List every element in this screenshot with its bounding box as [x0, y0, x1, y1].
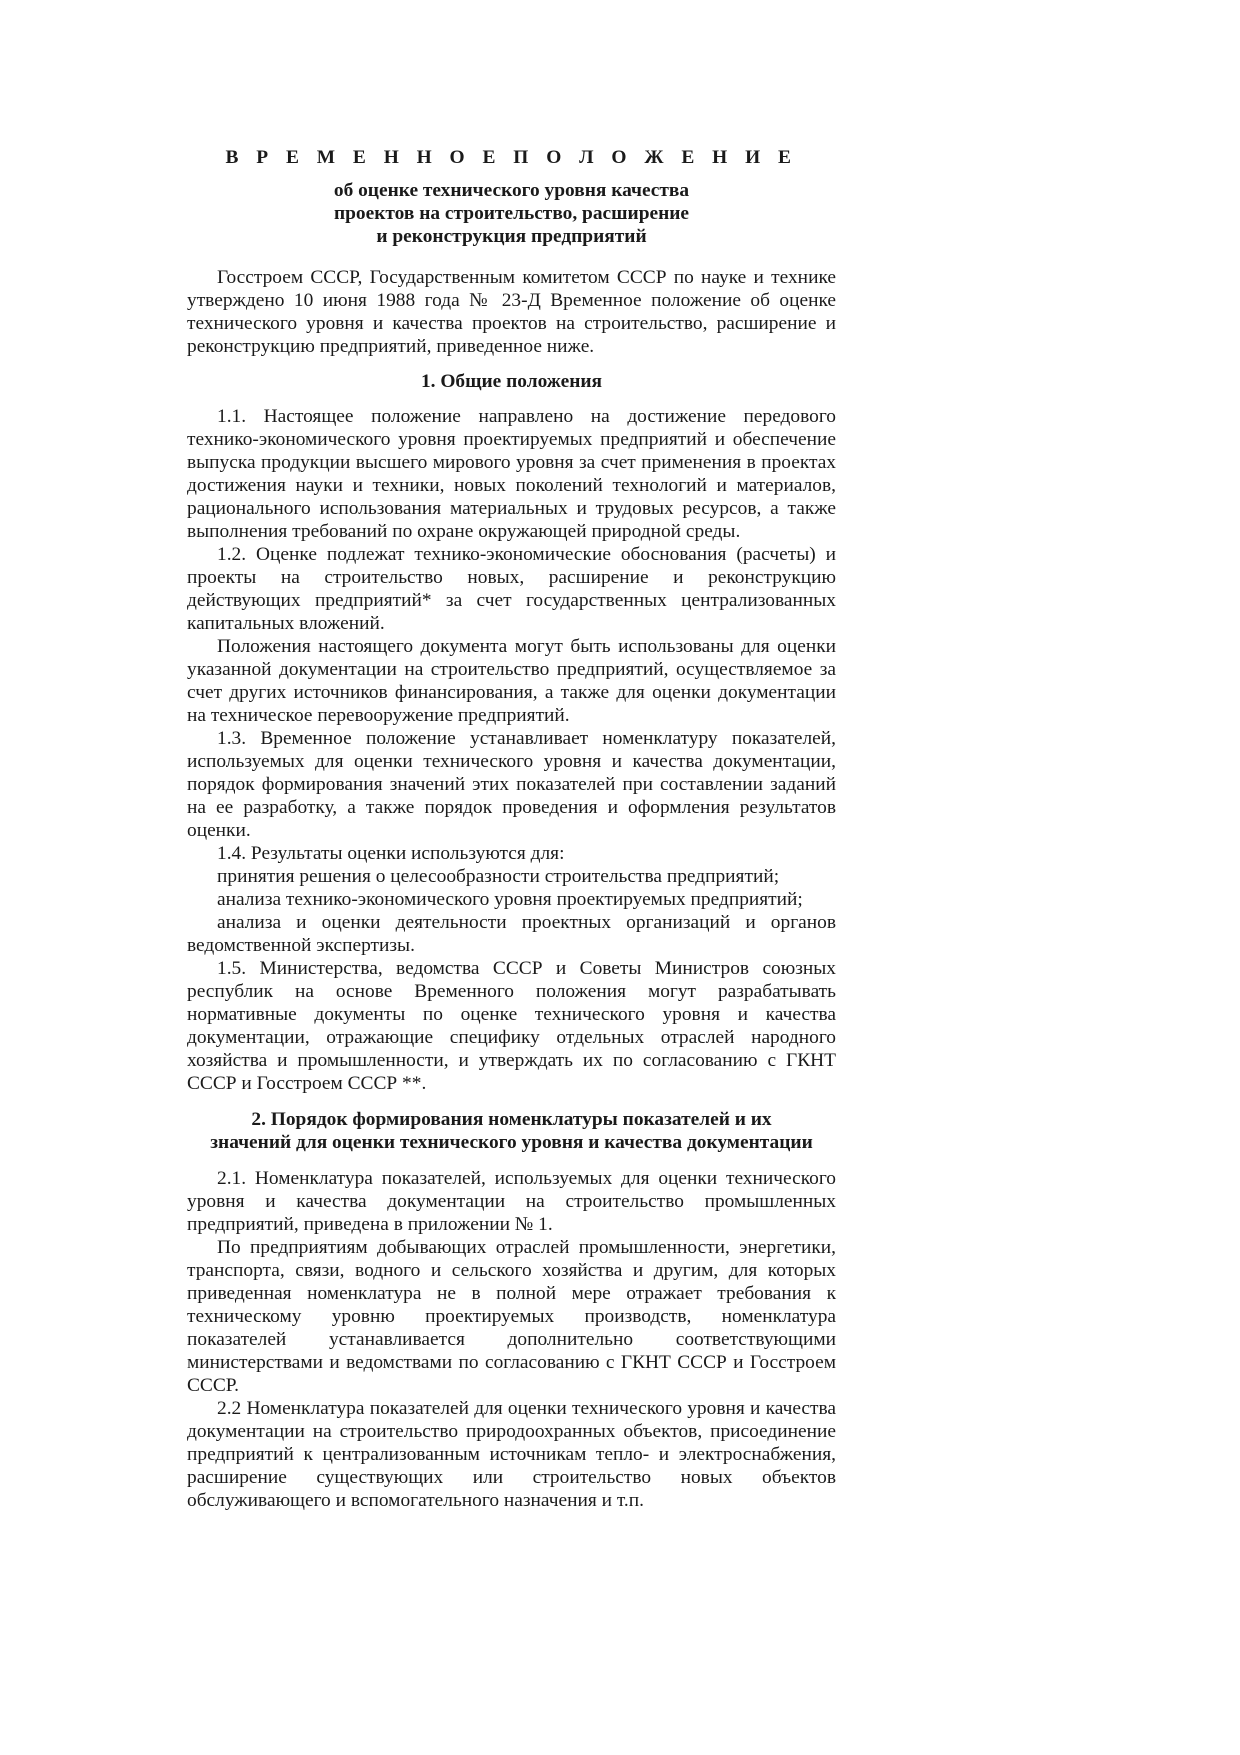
subtitle-line: и реконструкция предприятий: [376, 226, 647, 247]
document-page: [187, 146, 836, 1512]
list-item: анализа технико-экономического уровня проектируемых предприятий;: [217, 889, 803, 910]
paragraph-2-2: 2.2 Номенклатура показателей для оценки технического уровня и качества документации на строительство природоохранных объектов, присоединение предприятий к централизованным источникам тепло- и электроснабжения, расширение существующих или строительство новых объектов обслуживающего и вспомогательного назначения и т.п.: [187, 1398, 836, 1511]
section-2-heading: [187, 1108, 836, 1154]
section-1-heading: 1. Общие положения: [420, 371, 603, 392]
subtitle-line: об оценке технического уровня качества: [333, 180, 690, 201]
list-item: принятия решения о целесообразности строительства предприятий;: [217, 866, 780, 887]
paragraph-1-4: 1.4. Результаты оценки используются для:: [217, 843, 565, 864]
paragraph-1-2-note: Положения настоящего документа могут быть использованы для оценки указанной документации на строительство предприятий, осуществляемое за счет других источников финансирования, а также для оценки документации на техническое перевооружение предприятий.: [187, 636, 836, 726]
paragraph-1-1: 1.1. Настоящее положение направлено на достижение передового технико-экономического уровня проектируемых предприятий и обеспечение выпуска продукции высшего мирового уровня за счет применения в проектах достижения науки и техники, новых поколений технологий и материалов, рационального использования материальных и трудовых ресурсов, а также выполнения требований по охране окружающей природной среды.: [187, 406, 836, 542]
paragraph-1-5: 1.5. Министерства, ведомства СССР и Советы Министров союзных республик на основе Временного положения могут разрабатывать нормативные документы по оценке технического уровня и качества документации, отражающие специфику отдельных отраслей народного хозяйства и промышленности, и утверждать их по согласованию с ГКНТ СССР и Госстроем СССР **.: [187, 958, 836, 1094]
subtitle-line: проектов на строительство, расширение: [333, 203, 690, 224]
paragraph-1-2: 1.2. Оценке подлежат технико-экономические обоснования (расчеты) и проекты на строительство новых, расширение и реконструкцию действующих предприятий* за счет государственных централизованных капитальных вложений.: [187, 544, 836, 634]
section-2-heading-line: 2. Порядок формирования номенклатуры показателей и их: [251, 1109, 772, 1130]
intro-paragraph: Госстроем СССР, Государственным комитетом СССР по науке и технике утверждено 10 июня 1988 года № 23-Д Временное положение об оценке технического уровня и качества проектов на строительство, расширение и реконструкцию предприятий, приведенное ниже.: [187, 267, 836, 357]
document-subtitle: [187, 179, 836, 248]
paragraph-2-1: 2.1. Номенклатура показателей, используемых для оценки технического уровня и качества документации на строительство промышленных предприятий, приведена в приложении № 1.: [187, 1168, 836, 1235]
paragraph-2-1-note: По предприятиям добывающих отраслей промышленности, энергетики, транспорта, связи, водного и сельского хозяйства и другим, для которых приведенная номенклатура не в полной мере отражает требования к техническому уровню проектируемых производств, номенклатура показателей устанавливается дополнительно соответствующими министерствами и ведомствами по согласованию с ГКНТ СССР и Госстроем СССР.: [187, 1237, 836, 1396]
section-2-heading-line: значений для оценки технического уровня и качества документации: [210, 1132, 813, 1153]
paragraph-1-3: 1.3. Временное положение устанавливает номенклатуру показателей, используемых для оценки технического уровня и качества документации, порядок формирования значений этих показателей при составлении заданий на ее разработку, а также порядок проведения и оформления результатов оценки.: [187, 728, 836, 841]
document-title: В Р Е М Е Н Н О Е П О Л О Ж Е Н И Е: [225, 147, 798, 168]
list-item: анализа и оценки деятельности проектных организаций и органов ведомственной экспертизы.: [187, 912, 836, 956]
